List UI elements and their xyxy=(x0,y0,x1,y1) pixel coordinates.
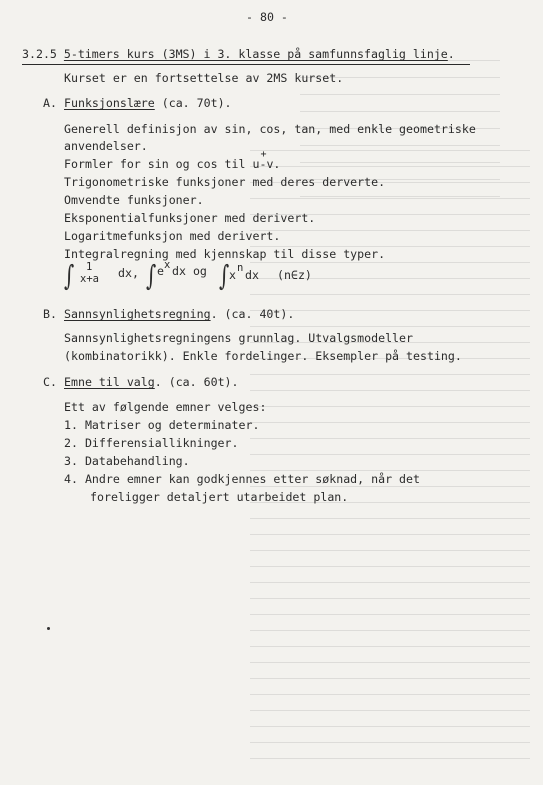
list-item: 1. Matriser og determinater. xyxy=(64,418,260,432)
list-item: 4. Andre emner kan godkjennes etter søknad, når det xyxy=(64,472,420,486)
part-a-line: Trigonometriske funksjoner med deres derverte. xyxy=(64,175,386,189)
fraction-numerator: 1 xyxy=(86,261,93,273)
integral-formulas xyxy=(64,259,404,296)
integral-sign: ∫ xyxy=(64,259,75,292)
list-item-continuation: foreligger detaljert utarbeidet plan. xyxy=(90,490,349,504)
exp-base: e xyxy=(157,264,164,278)
integer-condition: (n∈z) xyxy=(277,268,312,282)
page-number: - 80 - xyxy=(246,10,288,24)
power-exponent: n xyxy=(237,262,244,274)
part-a-line: Omvendte funksjoner. xyxy=(64,193,204,207)
part-a-formula-line xyxy=(64,149,281,171)
part-c-letter: C. xyxy=(43,375,57,389)
formula-line-suffix: v. xyxy=(266,157,281,171)
list-item: 2. Differensiallikninger. xyxy=(64,436,239,450)
dx-term: dx xyxy=(245,268,259,282)
part-c-title: Emne til valg xyxy=(64,375,155,389)
part-a-note: (ca. 70t). xyxy=(154,96,232,110)
dx-term: dx og xyxy=(172,264,207,278)
part-b-letter: B. xyxy=(43,307,57,321)
section-heading xyxy=(22,49,455,61)
scan-speck xyxy=(47,627,50,630)
section-number: 3.2.5 xyxy=(22,47,57,61)
part-c-intro: Ett av følgende emner velges: xyxy=(64,400,267,414)
section-rule xyxy=(22,64,470,65)
section-title-punct: . xyxy=(447,47,455,61)
plus-sign: + xyxy=(260,149,267,160)
part-c-heading xyxy=(64,377,239,389)
section-intro: Kurset er en fortsettelse av 2MS kurset. xyxy=(64,71,344,85)
part-b-title: Sannsynlighetsregning xyxy=(64,307,211,321)
part-c-note: . (ca. 60t). xyxy=(154,375,239,389)
plus-minus-sign: + - xyxy=(259,149,267,171)
integral-sign: ∫ xyxy=(146,259,157,292)
fraction-denominator: x+a xyxy=(80,273,99,285)
show-through-texture xyxy=(250,150,530,770)
part-a-line: Eksponentialfunksjoner med derivert. xyxy=(64,211,316,225)
dx-term: dx, xyxy=(118,266,139,280)
part-a-line: Generell definisjon av sin, cos, tan, med enkle geometriske xyxy=(64,122,476,136)
formula-line-prefix: Formler for sin og cos til u xyxy=(64,157,260,171)
part-b-heading xyxy=(64,309,294,321)
integral-sign: ∫ xyxy=(219,259,230,292)
part-a-line: anvendelser. xyxy=(64,139,148,153)
exp-exponent: x xyxy=(164,259,171,271)
part-a-line: Logaritmefunksjon med derivert. xyxy=(64,229,281,243)
part-b-note: . (ca. 40t). xyxy=(210,307,295,321)
part-a-letter: A. xyxy=(43,96,57,110)
part-a-line: Integralregning med kjennskap til disse typer. xyxy=(64,247,386,261)
part-a-heading xyxy=(64,98,232,110)
power-base: x xyxy=(229,268,236,282)
section-title: 5-timers kurs (3MS) i 3. klasse på samfunnsfaglig linje xyxy=(63,47,448,61)
list-item: 3. Databehandling. xyxy=(64,454,190,468)
part-b-line: Sannsynlighetsregningens grunnlag. Utvalgsmodeller xyxy=(64,331,414,345)
part-a-title: Funksjonslære xyxy=(64,96,155,110)
part-b-line: (kombinatorikk). Enkle fordelinger. Eksempler på testing. xyxy=(64,349,462,363)
